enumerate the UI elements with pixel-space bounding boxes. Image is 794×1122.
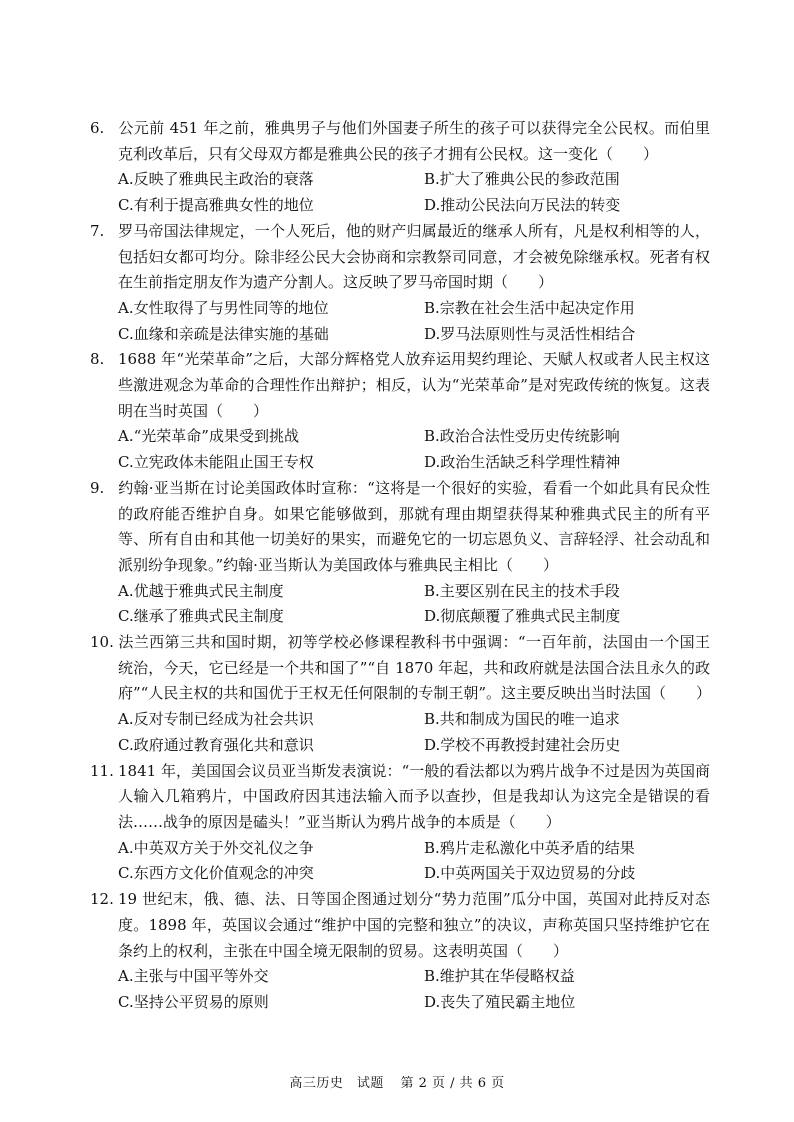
option-c: C.政府通过教育强化共和意识 [118, 735, 314, 754]
option-d: D.推动公民法向万民法的转变 [424, 196, 621, 215]
option-b: B.政治合法性受历史传统影响 [424, 427, 620, 446]
question-number: 8. [90, 350, 105, 369]
question-6 [90, 116, 710, 219]
option-list [90, 707, 710, 758]
option-a: A.中英双方关于外交礼仪之争 [118, 838, 314, 857]
footer-subject: 高三历史 试题 [289, 1076, 384, 1091]
option-d: D.丧失了殖民霸主地位 [424, 992, 576, 1011]
question-11 [90, 759, 710, 888]
option-a: A.优越于雅典式民主制度 [118, 581, 284, 600]
option-a: A.主张与中国平等外交 [118, 967, 269, 986]
question-number: 6. [90, 119, 105, 137]
question-number: 12. [90, 890, 114, 909]
option-d: D.学校不再教授封建社会历史 [424, 735, 621, 754]
option-d: D.中英两国关于双边贸易的分歧 [424, 864, 636, 883]
option-c: C.坚持公平贸易的原则 [118, 992, 269, 1011]
option-d: D.罗马法原则性与灵活性相结合 [424, 324, 636, 343]
option-list [90, 836, 710, 887]
question-7 [90, 219, 710, 348]
question-number: 7. [90, 221, 105, 240]
question-number: 10. [90, 633, 114, 652]
option-list [90, 964, 710, 1015]
option-c: C.血缘和亲疏是法律实施的基础 [118, 324, 329, 343]
option-list [90, 424, 710, 475]
option-list [90, 296, 710, 347]
option-c: C.有利于提高雅典女性的地位 [118, 196, 314, 215]
question-stem: 19 世纪末，俄、德、法、日等国企图通过划分“势力范围”瓜分中国，英国对此持反对态度。1898 年，英国议会通过“维护中国的完整和独立”的决议，声称英国只坚持维护它在条约上的权利，主张在中国全境无限制的贸易。这表明英国（ ） [118, 890, 710, 960]
option-b: B.鸦片走私激化中英矛盾的结果 [424, 838, 635, 857]
question-stem: 约翰·亚当斯在讨论美国政体时宣称：“这将是一个很好的实验，看看一个如此具有民众性的政府能否维护自身。如果它能够做到，那就有理由期望获得某种雅典式民主的所有平等、所有自由和其他一切美好的果实，而避免它的一切忘恩负义、言辞轻浮、社会动乱和派别纷争现象。”约翰·亚当斯认为美国政体与雅典民主相比（ ） [118, 478, 710, 574]
question-stem: 1688 年“光荣革命”之后，大部分辉格党人放弃运用契约理论、天赋人权或者人民主权这些激进观念为革命的合理性作出辩护；相反，认为“光荣革命”是对宪政传统的恢复。这表明在当时英国（ ） [118, 350, 710, 420]
option-c: C.立宪政体未能阻止国王专权 [118, 453, 314, 472]
option-b: B.扩大了雅典公民的参政范围 [424, 170, 620, 189]
option-b: B.主要区别在民主的技术手段 [424, 581, 620, 600]
option-b: B.维护其在华侵略权益 [424, 967, 575, 986]
option-b: B.宗教在社会生活中起决定作用 [424, 298, 635, 317]
question-12 [90, 887, 710, 1016]
option-d: D.彻底颠覆了雅典式民主制度 [424, 607, 621, 626]
option-a: A.反对专制已经成为社会共识 [118, 710, 314, 729]
option-list [90, 167, 710, 218]
option-d: D.政治生活缺乏科学理性精神 [424, 453, 621, 472]
question-list [90, 116, 710, 1016]
question-8 [90, 347, 710, 476]
question-stem: 法兰西第三共和国时期，初等学校必修课程教科书中强调：“一百年前，法国由一个国王统治，今天，它已经是一个共和国了”“自 1870 年起，共和政府就是法国合法且永久的政府”“人民主权的共和国优于王权无任何限制的专制王朝”。这主要反映出当时法国（ ） [118, 633, 712, 703]
question-stem: 罗马帝国法律规定，一个人死后，他的财产归属最近的继承人所有，凡是权利相等的人，包括妇女都可均分。除非经公民大会协商和宗教祭司同意，才会被免除继承权。死者有权在生前指定朋友作为遗产分割人。这反映了罗马帝国时期（ ） [118, 221, 710, 292]
option-a: A.“光荣革命”成果受到挑战 [118, 427, 299, 446]
question-stem: 公元前 451 年之前，雅典男子与他们外国妻子所生的孩子可以获得完全公民权。而伯里克利改革后，只有父母双方都是雅典公民的孩子才拥有公民权。这一变化（ ） [118, 119, 710, 163]
question-9 [90, 476, 710, 630]
page-footer [0, 1072, 794, 1091]
option-c: C.继承了雅典式民主制度 [118, 607, 284, 626]
option-a: A.反映了雅典民主政治的衰落 [118, 170, 314, 189]
option-c: C.东西方文化价值观念的冲突 [118, 864, 314, 883]
option-b: B.共和制成为国民的唯一追求 [424, 710, 620, 729]
footer-page-number: 第 2 页 / 共 6 页 [400, 1076, 505, 1091]
question-number: 9. [90, 478, 105, 497]
option-a: A.女性取得了与男性同等的地位 [118, 298, 329, 317]
question-stem: 1841 年，美国国会议员亚当斯发表演说：“一般的看法都以为鸦片战争不过是因为英国商人输入几箱鸦片，中国政府因其违法输入而予以查抄，但是我却认为这完全是错误的看法……战争的原因是磕头！”亚当斯认为鸦片战争的本质是（ ） [118, 761, 710, 831]
option-list [90, 579, 710, 630]
question-10 [90, 630, 710, 759]
question-number: 11. [90, 761, 114, 780]
